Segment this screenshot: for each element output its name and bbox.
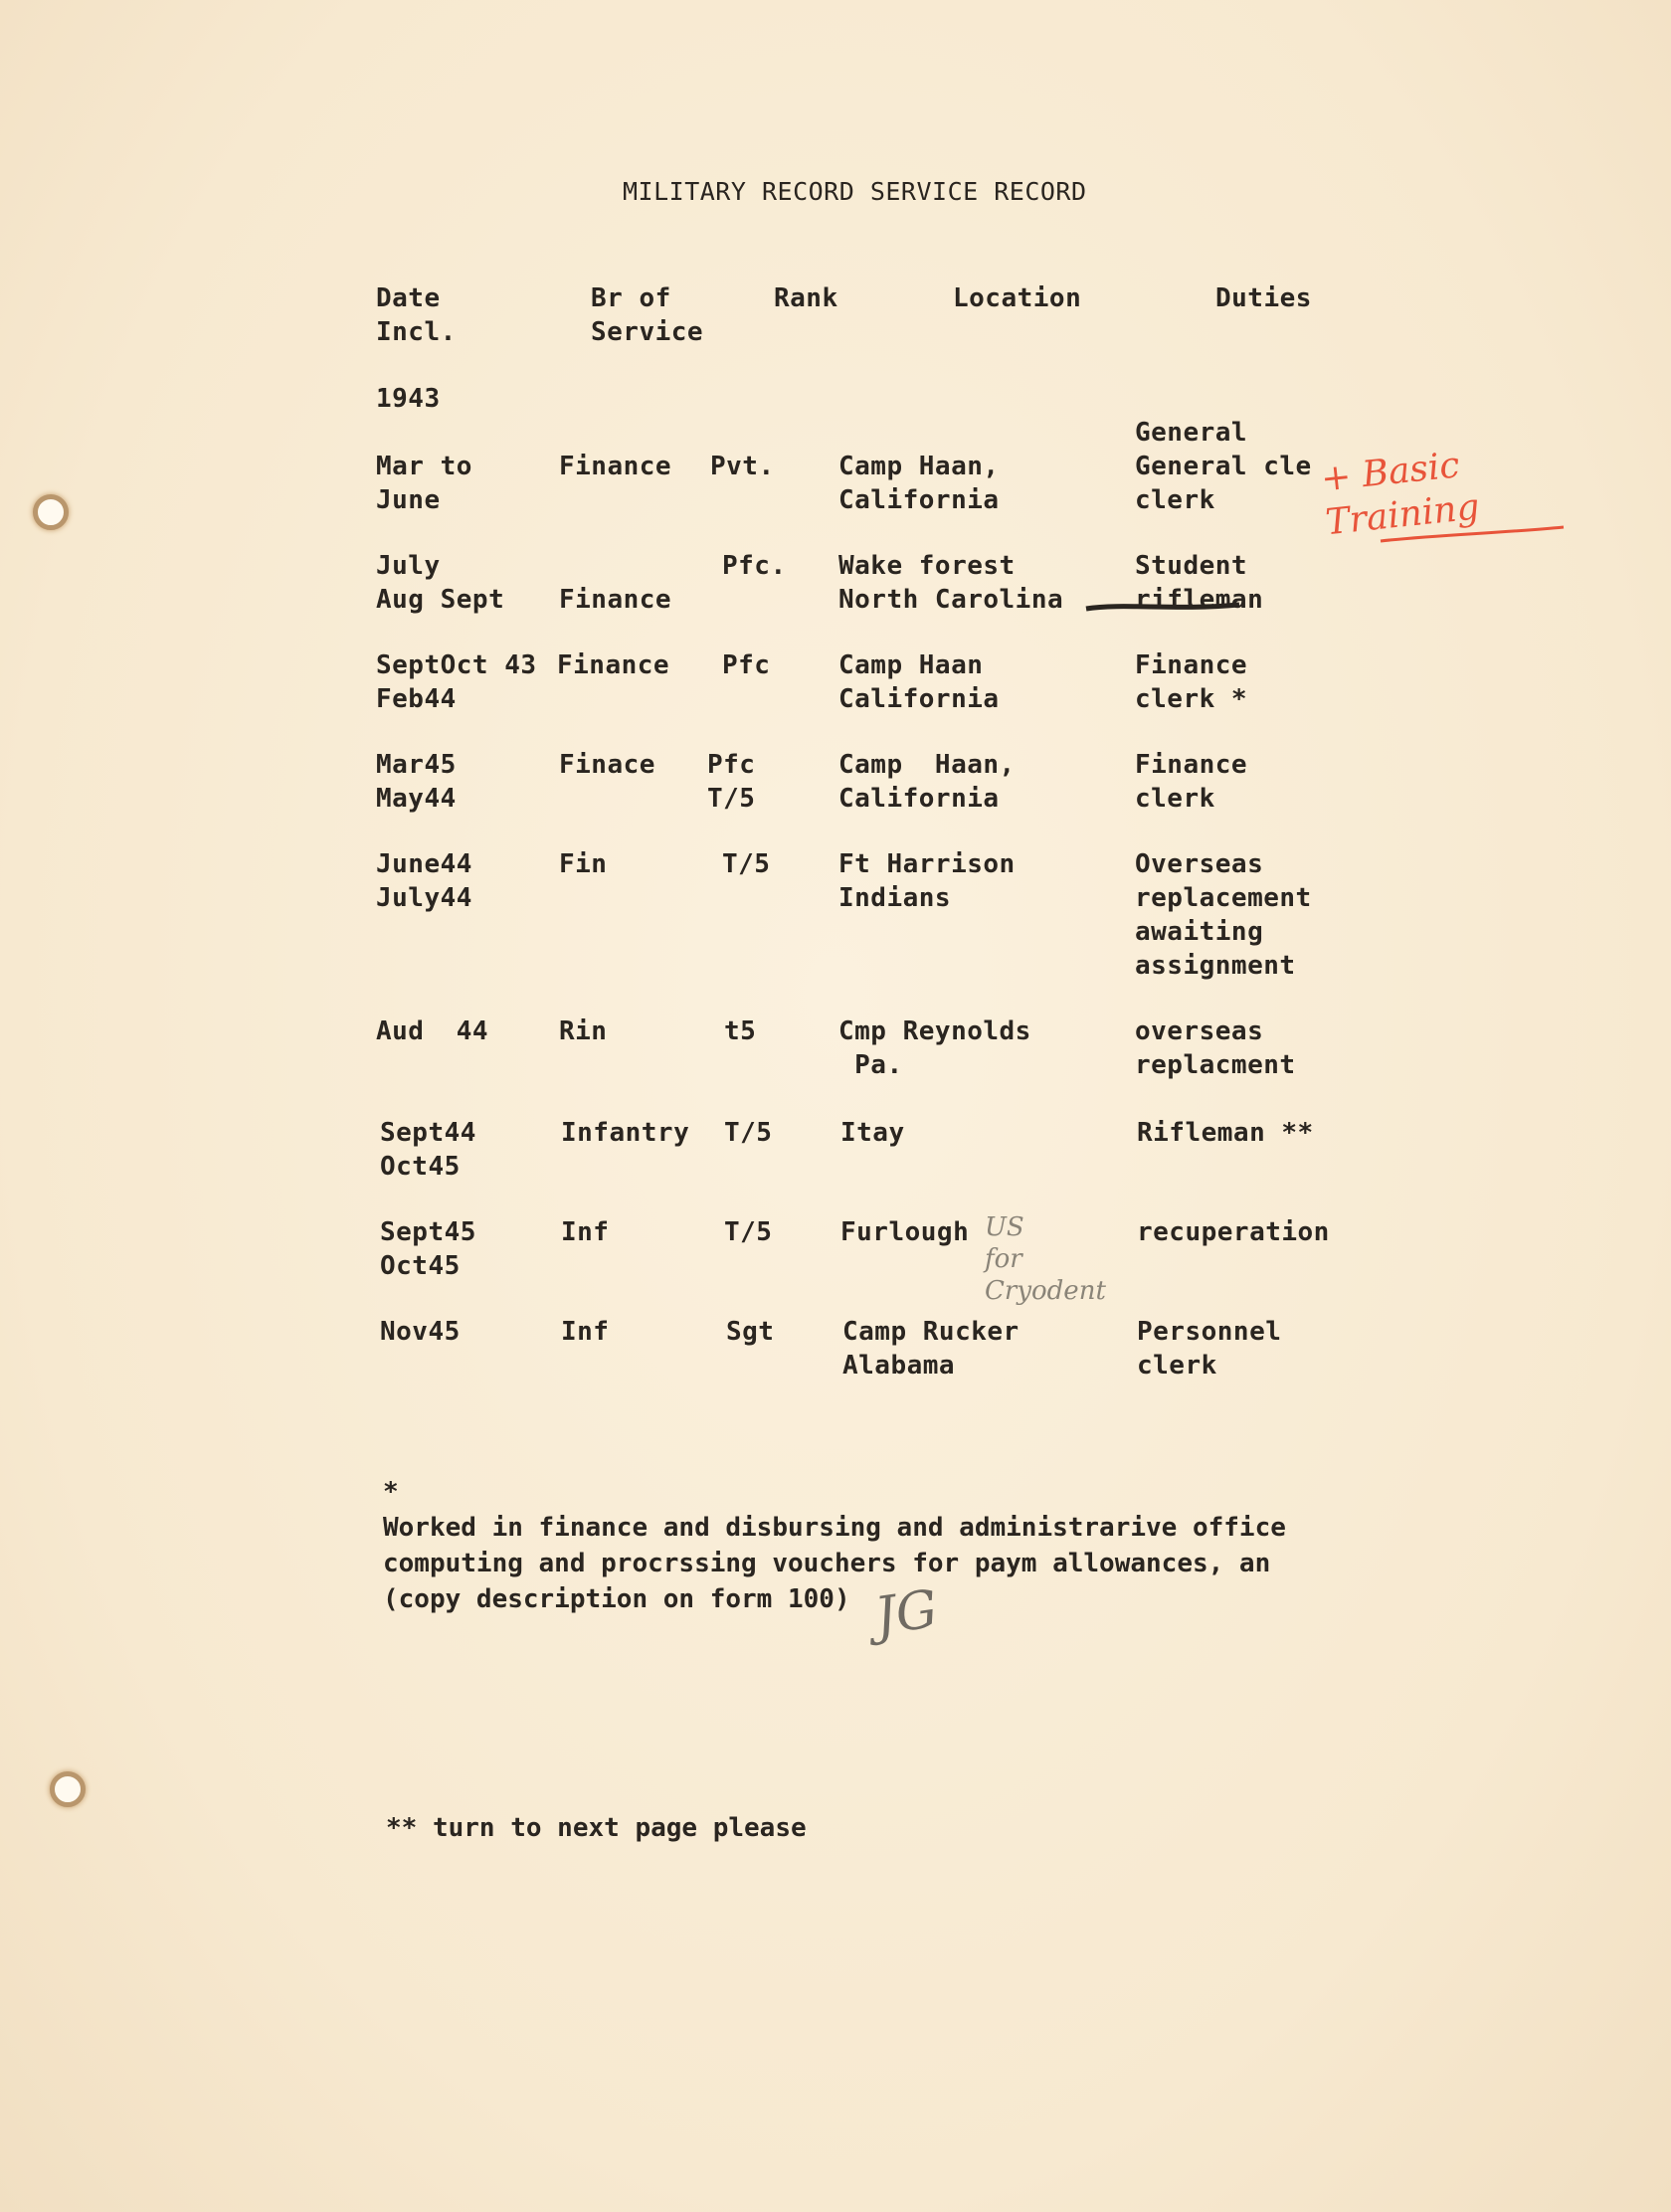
row3-duties: Finance clerk * — [1135, 650, 1248, 714]
row9-duties: Personnel clerk — [1137, 1317, 1282, 1381]
page-title: MILITARY RECORD SERVICE RECORD — [623, 177, 1087, 206]
punch-hole-top — [33, 494, 69, 530]
red-underline — [1373, 517, 1572, 547]
row3-date: SeptOct 43 Feb44 — [376, 650, 537, 714]
turn-page-note: ** turn to next page please — [386, 1813, 807, 1843]
row5-branch: Fin — [559, 849, 608, 879]
row6-duties: overseas replacment — [1135, 1016, 1296, 1080]
row1-date: Mar to June — [376, 452, 472, 515]
row4-date: Mar45 May44 — [376, 750, 457, 814]
row7-rank: T/5 — [724, 1118, 773, 1148]
row9-branch: Inf — [561, 1317, 610, 1347]
punch-hole-bottom — [50, 1771, 86, 1807]
row6-date: Aud 44 — [376, 1016, 489, 1046]
rifleman-strikethrough — [1084, 597, 1243, 617]
row8-rank: T/5 — [724, 1217, 773, 1247]
row9-location: Camp Rucker Alabama — [842, 1317, 1020, 1381]
row7-duties: Rifleman ** — [1137, 1118, 1314, 1148]
row1-branch: Finance — [559, 452, 672, 481]
row8-branch: Inf — [561, 1217, 610, 1247]
row6-rank: t5 — [724, 1016, 757, 1046]
row7-date: Sept44 Oct45 — [380, 1118, 476, 1182]
row6-branch: Rin — [559, 1016, 608, 1046]
year-label: 1943 — [376, 384, 441, 414]
handwritten-initials: JG — [871, 1578, 942, 1648]
row3-location: Camp Haan California — [838, 650, 1000, 714]
footnote-text: Worked in finance and disbursing and administrarive office computing and procrssing vouchers for paym allowances, an (copy description on form 100) — [383, 1513, 1286, 1614]
row1-location: Camp Haan, California — [838, 452, 1000, 515]
pencil-note: US for Cryodent — [985, 1212, 1106, 1306]
row4-duties: Finance clerk — [1135, 750, 1248, 814]
row7-location: Itay — [840, 1118, 905, 1148]
row5-location: Ft Harrison Indians — [838, 849, 1016, 913]
header-duties: Duties — [1215, 283, 1312, 313]
row9-rank: Sgt — [726, 1317, 775, 1347]
row2-date: July Aug Sept — [376, 551, 505, 615]
row7-branch: Infantry — [561, 1118, 690, 1148]
header-location: Location — [953, 283, 1082, 313]
row3-rank: Pfc — [722, 650, 771, 680]
row4-branch: Finace — [559, 750, 655, 780]
row4-location: Camp Haan, California — [838, 750, 1016, 814]
footnote-marker: * — [383, 1477, 399, 1507]
row2-rank: Pfc. — [722, 551, 787, 581]
row8-duties: recuperation — [1137, 1217, 1330, 1247]
header-rank: Rank — [774, 283, 838, 313]
row9-date: Nov45 — [380, 1317, 461, 1347]
row8-location: Furlough — [840, 1217, 970, 1247]
row8-date: Sept45 Oct45 — [380, 1217, 476, 1281]
header-branch: Br of Service — [591, 283, 704, 347]
row1-rank: Pvt. — [710, 452, 775, 481]
row3-branch: Finance — [557, 650, 670, 680]
row1-duties: General General cle clerk — [1135, 418, 1312, 515]
red-note-text: + Basic Training — [1319, 445, 1482, 544]
row5-duties: Overseas replacement awaiting assignment — [1135, 849, 1312, 981]
row5-rank: T/5 — [722, 849, 771, 879]
row2-duties: Student rifleman — [1135, 551, 1264, 615]
row5-date: June44 July44 — [376, 849, 472, 913]
row2-branch: Finance — [559, 585, 672, 615]
row4-rank: Pfc T/5 — [707, 750, 756, 814]
row6-location: Cmp Reynolds Pa. — [838, 1016, 1031, 1080]
row2-location: Wake forest North Carolina — [838, 551, 1064, 615]
header-date: Date Incl. — [376, 283, 457, 347]
